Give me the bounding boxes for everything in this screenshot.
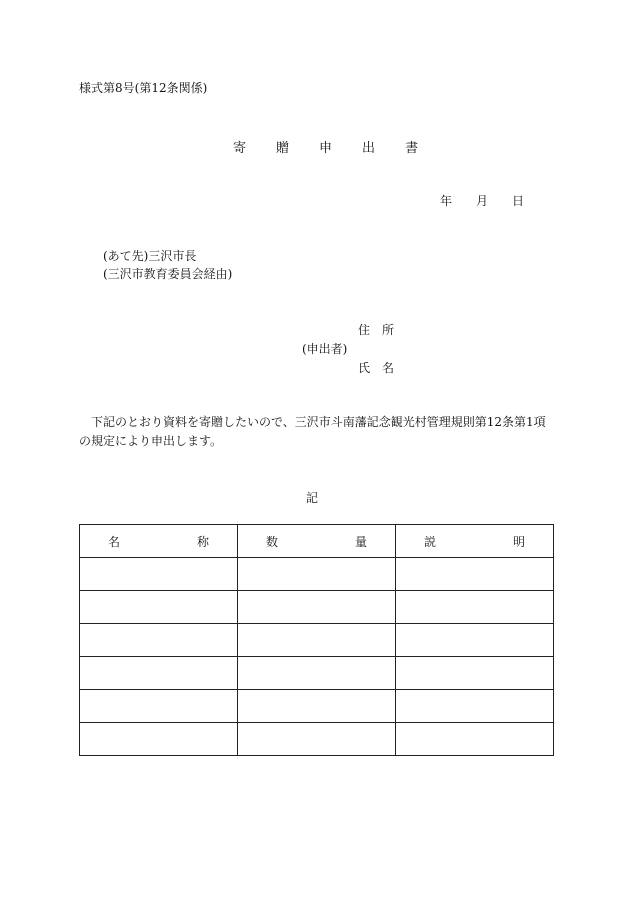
table-cell[interactable] <box>238 723 396 756</box>
document-title <box>233 137 418 156</box>
header-description <box>396 525 554 558</box>
header-char: 数 <box>266 534 279 549</box>
name-char: 名 <box>382 361 395 375</box>
table-cell[interactable] <box>238 690 396 723</box>
table-cell[interactable] <box>238 558 396 591</box>
title-char: 申 <box>319 141 333 156</box>
table-cell[interactable] <box>396 558 554 591</box>
header-quantity <box>238 525 396 558</box>
title-char: 贈 <box>276 141 290 156</box>
title-char: 書 <box>405 141 419 156</box>
table-row <box>80 723 554 756</box>
addressee-line1: (あて先)三沢市長 <box>103 249 197 263</box>
header-char: 名 <box>108 534 121 549</box>
table-cell[interactable] <box>80 624 238 657</box>
table-cell[interactable] <box>80 591 238 624</box>
table-row <box>80 624 554 657</box>
ki-heading: 記 <box>306 491 319 505</box>
form-number: 様式第8号(第12条関係) <box>79 81 208 95</box>
table-row <box>80 558 554 591</box>
header-char: 明 <box>512 534 525 549</box>
donation-items-table <box>79 524 554 756</box>
table-row <box>80 657 554 690</box>
table-row <box>80 690 554 723</box>
table-cell[interactable] <box>238 624 396 657</box>
table-cell[interactable] <box>396 591 554 624</box>
header-char: 称 <box>196 534 209 549</box>
table-cell[interactable] <box>80 690 238 723</box>
applicant-label: (申出者) <box>302 342 348 356</box>
date-day: 日 <box>512 194 525 208</box>
title-char: 寄 <box>233 141 247 156</box>
table-cell[interactable] <box>238 591 396 624</box>
title-char: 出 <box>362 141 376 156</box>
name-char: 氏 <box>358 361 371 375</box>
applicant-address-label <box>358 321 394 338</box>
header-char: 量 <box>354 534 367 549</box>
addressee <box>103 247 232 283</box>
table-cell[interactable] <box>80 723 238 756</box>
date-year: 年 <box>440 194 453 208</box>
table-cell[interactable] <box>396 657 554 690</box>
header-name <box>80 525 238 558</box>
date-month: 月 <box>476 194 489 208</box>
table-cell[interactable] <box>396 624 554 657</box>
address-char: 住 <box>358 323 371 337</box>
table-row <box>80 591 554 624</box>
table-header-row <box>80 525 554 558</box>
applicant-name-label <box>358 359 394 376</box>
addressee-line2: (三沢市教育委員会経由) <box>103 267 233 281</box>
table-cell[interactable] <box>80 657 238 690</box>
table-cell[interactable] <box>396 723 554 756</box>
table-cell[interactable] <box>396 690 554 723</box>
date-line <box>440 192 524 209</box>
body-text: 下記のとおり資料を寄贈したいので、三沢市斗南藩記念観光村管理規則第12条第1項の規定により申出します。 <box>79 415 546 448</box>
address-char: 所 <box>382 323 395 337</box>
table-cell[interactable] <box>238 657 396 690</box>
table-cell[interactable] <box>80 558 238 591</box>
header-char: 説 <box>424 534 437 549</box>
